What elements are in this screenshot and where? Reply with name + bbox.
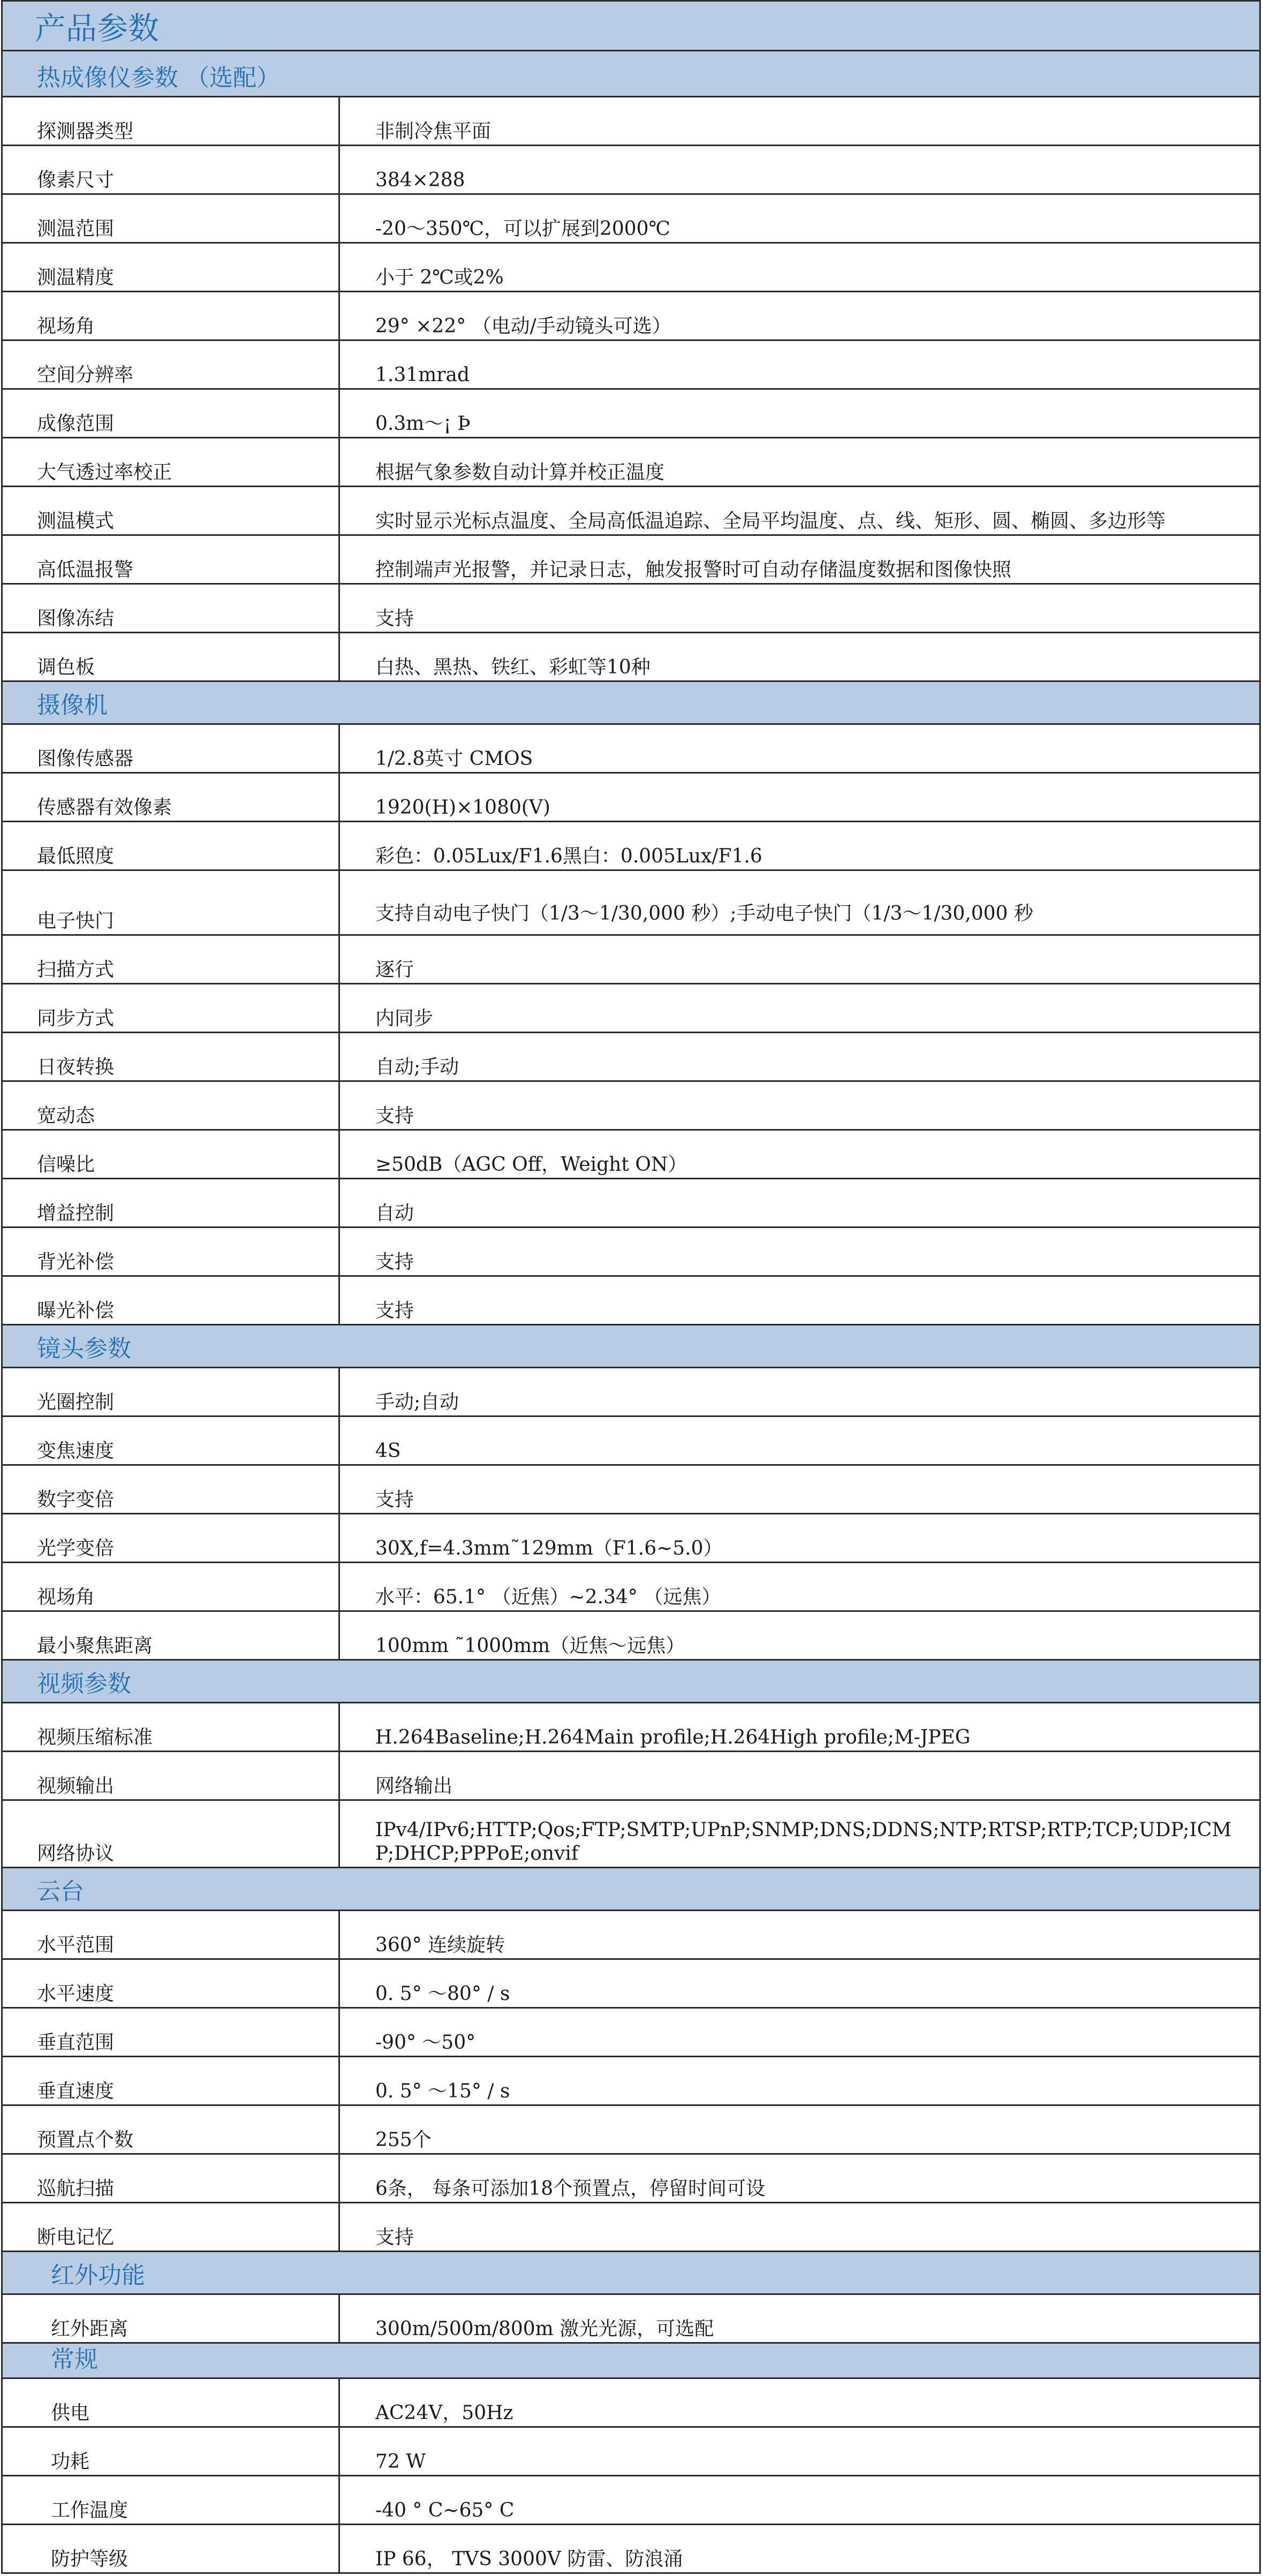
row-value: 支持: [375, 1105, 414, 1127]
row-value: -90° ～50°: [375, 2032, 476, 2054]
row-value: 网络输出: [375, 1775, 453, 1797]
section-heading-video: 视频参数: [1, 1661, 1261, 1703]
row-label: 断电记忆: [3, 2203, 340, 2251]
section-heading-ptz: 云台: [1, 1868, 1261, 1911]
row-value: 30X,f=4.3mm˜129mm（F1.6~5.0）: [375, 1537, 723, 1559]
row-value: 360° 连续旋转: [375, 1934, 505, 1956]
row-value: 1.31mrad: [375, 364, 470, 386]
table-row: [1, 2525, 1261, 2574]
row-value: 29° ×22° （电动/手动镜头可选）: [375, 315, 671, 337]
section-heading-lens: 镜头参数: [1, 1325, 1261, 1368]
page-title: 产品参数: [1, 0, 1261, 51]
table-row: [1, 1960, 1261, 2009]
table-row: [1, 341, 1261, 390]
table-row: [1, 725, 1261, 774]
table-row: [1, 2009, 1261, 2057]
table-row: [1, 1082, 1261, 1131]
table-row: [1, 585, 1261, 633]
table-row: [1, 2057, 1261, 2106]
row-value: 72 W: [375, 2451, 426, 2473]
row-label: 高低温报警: [3, 536, 340, 583]
table-row: [1, 2476, 1261, 2525]
row-value: IPv4/IPv6;HTTP;Qos;FTP;SMTP;UPnP;SNMP;DNS;DDNS;NTP;RTSP;RTP;TCP;UDP;ICMP;DHCP;PPPoE;onvif: [375, 1819, 1232, 1865]
table-row: [1, 1703, 1261, 1752]
table-row: [1, 1911, 1261, 1960]
row-label: 工作温度: [3, 2476, 340, 2524]
row-value: 支持: [375, 1300, 414, 1322]
row-label: 测温范围: [3, 195, 340, 242]
table-row: [1, 984, 1261, 1033]
row-label: 视频压缩标准: [3, 1703, 340, 1751]
row-value: 小于 2℃或2%: [375, 267, 504, 289]
row-label: 最低照度: [3, 822, 340, 869]
row-value: 手动;自动: [375, 1391, 459, 1413]
row-value: 100mm ˜1000mm（近焦～远焦）: [375, 1635, 685, 1657]
row-label: 功耗: [3, 2428, 340, 2475]
row-label: 空间分辨率: [3, 341, 340, 388]
table-row: [1, 1228, 1261, 1277]
table-row: [1, 1417, 1261, 1466]
row-label: 视场角: [3, 1563, 340, 1610]
table-row: [1, 1277, 1261, 1325]
row-label: 图像冻结: [3, 585, 340, 632]
row-value: 支持自动电子快门（1/3～1/30,000 秒）;手动电子快门（1/3～1/30,000 秒: [375, 903, 1033, 925]
row-label: 水平范围: [3, 1911, 340, 1958]
row-value: 自动;手动: [375, 1056, 459, 1078]
table-row: [1, 1801, 1261, 1868]
table-row: [1, 633, 1261, 682]
row-value: 支持: [375, 2226, 414, 2248]
row-value: 255个: [375, 2129, 432, 2151]
row-label: 视场角: [3, 292, 340, 339]
row-value: IP 66， TVS 3000V 防雷、防浪涌: [375, 2548, 683, 2570]
row-value: 实时显示光标点温度、全局高低温追踪、全局平均温度、点、线、矩形、圆、椭圆、多边形等: [375, 510, 1166, 532]
row-label: 网络协议: [3, 1801, 340, 1867]
row-value: 非制冷焦平面: [375, 120, 491, 142]
table-row: [1, 2295, 1261, 2344]
table-row: [1, 2203, 1261, 2252]
row-label: 成像范围: [3, 390, 340, 437]
row-label: 光圈控制: [3, 1368, 340, 1415]
row-value: 自动: [375, 1202, 414, 1224]
section-heading-thermal: 热成像仪参数 （选配）: [1, 51, 1261, 97]
row-value: -40 ° C~65° C: [375, 2499, 515, 2521]
row-label: 信噪比: [3, 1131, 340, 1178]
row-label: 红外距离: [3, 2295, 340, 2342]
row-value: 支持: [375, 1489, 414, 1511]
row-label: 宽动态: [3, 1082, 340, 1129]
table-row: [1, 438, 1261, 487]
table-row: [1, 146, 1261, 195]
row-label: 光学变倍: [3, 1514, 340, 1562]
row-label: 变焦速度: [3, 1417, 340, 1464]
row-value: 1/2.8英寸 CMOS: [375, 748, 533, 770]
row-value: -20～350℃，可以扩展到2000℃: [375, 218, 670, 240]
row-value: 水平：65.1° （近焦）~2.34° （远焦）: [375, 1586, 721, 1608]
table-row: [1, 822, 1261, 871]
row-value: 白热、黑热、铁红、彩虹等10种: [375, 656, 651, 678]
table-row: [1, 936, 1261, 984]
row-value: 300m/500m/800m 激光光源，可选配: [375, 2318, 714, 2340]
row-label: 背光补偿: [3, 1228, 340, 1275]
row-value: 支持: [375, 1251, 414, 1273]
row-value: 控制端声光报警，并记录日志，触发报警时可自动存储温度数据和图像快照: [375, 559, 1012, 581]
row-label: 巡航扫描: [3, 2155, 340, 2202]
row-label: 探测器类型: [3, 97, 340, 145]
row-value: 彩色：0.05Lux/F1.6黑白：0.005Lux/F1.6: [375, 845, 762, 867]
row-value: 6条， 每条可添加18个预置点，停留时间可设: [375, 2178, 766, 2200]
row-label: 像素尺寸: [3, 146, 340, 193]
row-label: 测温精度: [3, 244, 340, 291]
table-row: [1, 1466, 1261, 1514]
row-label: 防护等级: [3, 2525, 340, 2572]
table-row: [1, 2428, 1261, 2476]
table-row: [1, 2106, 1261, 2155]
row-label: 视频输出: [3, 1752, 340, 1799]
row-label: 测温模式: [3, 487, 340, 534]
table-row: [1, 2379, 1261, 2428]
table-row: [1, 1514, 1261, 1563]
table-row: [1, 1179, 1261, 1228]
row-value: AC24V，50Hz: [375, 2402, 513, 2424]
row-label: 曝光补偿: [3, 1277, 340, 1324]
row-value: 内同步: [375, 1007, 434, 1029]
row-value: 384×288: [375, 169, 465, 191]
table-row: [1, 1131, 1261, 1179]
table-row: [1, 487, 1261, 536]
row-label: 调色板: [3, 633, 340, 680]
row-label: 图像传感器: [3, 725, 340, 772]
table-row: [1, 1033, 1261, 1082]
row-label: 垂直速度: [3, 2057, 340, 2104]
table-row: [1, 1752, 1261, 1801]
table-row: [1, 2155, 1261, 2203]
table-row: [1, 1563, 1261, 1612]
section-heading-infrared: 红外功能: [1, 2252, 1261, 2295]
section-heading-camera: 摄像机: [1, 682, 1261, 725]
row-label: 最小聚焦距离: [3, 1612, 340, 1659]
row-value: 0. 5° ～80° / s: [375, 1983, 510, 2005]
row-value: 根据气象参数自动计算并校正温度: [375, 461, 665, 483]
table-row: [1, 774, 1261, 822]
row-value: 1920(H)×1080(V): [375, 797, 550, 819]
row-value: 逐行: [375, 959, 414, 981]
row-label: 增益控制: [3, 1179, 340, 1226]
row-value: ≥50dB（AGC Off，Weight ON）: [375, 1154, 687, 1176]
row-label: 预置点个数: [3, 2106, 340, 2153]
row-value: 0. 5° ～15° / s: [375, 2080, 510, 2102]
table-row: [1, 871, 1261, 936]
row-label: 大气透过率校正: [3, 438, 340, 486]
row-label: 电子快门: [3, 871, 340, 934]
row-label: 水平速度: [3, 1960, 340, 2007]
row-value: 0.3m～¡ Þ: [375, 413, 471, 435]
table-row: [1, 1612, 1261, 1661]
row-label: 供电: [3, 2379, 340, 2426]
row-label: 同步方式: [3, 984, 340, 1032]
table-row: [1, 195, 1261, 244]
row-label: 传感器有效像素: [3, 774, 340, 821]
table-row: [1, 536, 1261, 585]
row-label: 数字变倍: [3, 1466, 340, 1513]
row-label: 垂直范围: [3, 2009, 340, 2056]
row-label: 扫描方式: [3, 936, 340, 983]
row-label: 日夜转换: [3, 1033, 340, 1080]
row-value: H.264Baseline;H.264Main profile;H.264High profile;M-JPEG: [375, 1726, 971, 1748]
row-value: 4S: [375, 1440, 401, 1462]
table-row: [1, 244, 1261, 292]
table-row: [1, 97, 1261, 146]
table-row: [1, 292, 1261, 341]
table-row: [1, 1368, 1261, 1417]
row-value: 支持: [375, 608, 414, 630]
table-row: [1, 390, 1261, 438]
section-heading-general: 常规: [1, 2344, 1261, 2379]
